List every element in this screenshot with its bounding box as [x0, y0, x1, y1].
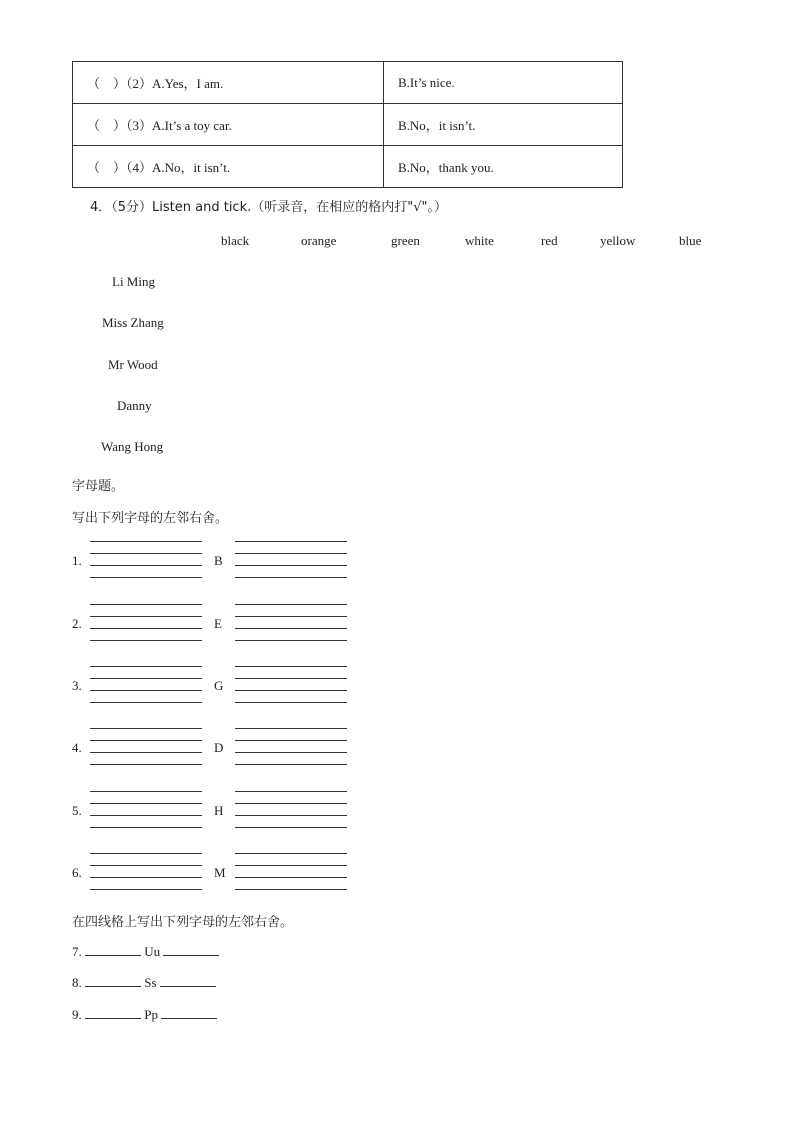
item-number: 6.	[72, 865, 82, 880]
writing-guide-line	[235, 702, 347, 703]
writing-guide-line	[90, 666, 202, 667]
table-cell-question: （ ）（2）A.Yes，I am.	[73, 62, 384, 104]
answer-blank[interactable]	[163, 943, 219, 956]
item-number: 5.	[72, 803, 82, 818]
fourline-instruction: 在四线格上写出下列字母的左邻右舍。	[72, 915, 294, 930]
writing-guide-line	[90, 815, 202, 816]
writing-guide-line	[235, 827, 347, 828]
center-letter: H	[214, 803, 224, 818]
person-name: Mr Wood	[108, 357, 158, 372]
table-row	[73, 104, 623, 146]
writing-guide-line	[235, 853, 347, 854]
letters-heading: 字母题。	[72, 479, 125, 494]
table-cell-option: B.It’s nice.	[384, 62, 623, 104]
writing-guide-line	[235, 815, 347, 816]
answer-blank[interactable]	[161, 1006, 217, 1019]
answer-table	[72, 61, 623, 188]
table-cell-question: （ ）（4）A.No，it isn’t.	[73, 146, 384, 188]
color-label: blue	[679, 233, 702, 248]
writing-guide-line	[235, 877, 347, 878]
person-name: Miss Zhang	[102, 315, 164, 330]
center-letter: G	[214, 678, 224, 693]
writing-guide-line	[90, 803, 202, 804]
answer-blank[interactable]	[160, 974, 216, 987]
writing-guide-line	[90, 628, 202, 629]
center-letter: B	[214, 553, 223, 568]
writing-guide-line	[235, 604, 347, 605]
table-cell-option: B.No，thank you.	[384, 146, 623, 188]
writing-guide-line	[235, 889, 347, 890]
color-label: black	[221, 233, 250, 248]
writing-guide-line	[235, 752, 347, 753]
person-name: Wang Hong	[101, 439, 164, 454]
color-label: orange	[301, 233, 337, 248]
writing-guide-line	[235, 565, 347, 566]
answer-blank[interactable]	[85, 943, 141, 956]
writing-guide-line	[90, 541, 202, 542]
color-label: green	[391, 233, 420, 248]
answer-blank[interactable]	[85, 1006, 141, 1019]
writing-guide-line	[90, 827, 202, 828]
item-letters: Ss	[144, 975, 157, 990]
letters-instruction: 写出下列字母的左邻右舍。	[72, 511, 229, 526]
item-number: 3.	[72, 678, 82, 693]
fill-item	[72, 1006, 217, 1023]
writing-guide-line	[90, 728, 202, 729]
item-number: 7.	[72, 944, 82, 959]
writing-guide-line	[235, 728, 347, 729]
writing-guide-line	[90, 865, 202, 866]
writing-guide-line	[90, 640, 202, 641]
writing-guide-line	[235, 640, 347, 641]
writing-guide-line	[90, 678, 202, 679]
writing-guide-line	[235, 764, 347, 765]
writing-guide-line	[90, 565, 202, 566]
writing-guide-line	[90, 791, 202, 792]
person-name: Danny	[117, 398, 152, 413]
item-number: 9.	[72, 1007, 82, 1022]
center-letter: E	[214, 616, 222, 631]
writing-guide-line	[90, 764, 202, 765]
writing-guide-line	[235, 666, 347, 667]
center-letter: D	[214, 740, 224, 755]
writing-guide-line	[235, 803, 347, 804]
writing-guide-line	[235, 791, 347, 792]
fill-item	[72, 943, 219, 960]
item-letters: Pp	[144, 1007, 158, 1022]
person-name: Li Ming	[112, 274, 155, 289]
color-label: yellow	[600, 233, 636, 248]
item-number: 2.	[72, 616, 82, 631]
writing-guide-line	[90, 616, 202, 617]
table-cell-question: （ ）（3）A.It’s a toy car.	[73, 104, 384, 146]
answer-blank[interactable]	[85, 974, 141, 987]
writing-guide-line	[90, 740, 202, 741]
writing-guide-line	[235, 690, 347, 691]
writing-guide-line	[90, 752, 202, 753]
writing-guide-line	[235, 865, 347, 866]
writing-guide-line	[235, 553, 347, 554]
item-number: 4.	[72, 740, 82, 755]
writing-guide-line	[90, 702, 202, 703]
writing-guide-line	[90, 690, 202, 691]
writing-guide-line	[235, 541, 347, 542]
writing-guide-line	[90, 853, 202, 854]
writing-guide-line	[90, 604, 202, 605]
question-4-title: 4．（5分）Listen and tick.（听录音，在相应的格内打"√"。）	[90, 200, 447, 215]
writing-guide-line	[235, 577, 347, 578]
writing-guide-line	[90, 553, 202, 554]
writing-guide-line	[235, 678, 347, 679]
item-number: 1.	[72, 553, 82, 568]
writing-guide-line	[235, 616, 347, 617]
table-row	[73, 62, 623, 104]
writing-guide-line	[235, 740, 347, 741]
table-row	[73, 146, 623, 188]
table-cell-option: B.No，it isn’t.	[384, 104, 623, 146]
color-label: red	[541, 233, 558, 248]
color-label: white	[465, 233, 494, 248]
writing-guide-line	[90, 577, 202, 578]
writing-guide-line	[90, 889, 202, 890]
center-letter: M	[214, 865, 226, 880]
fill-item	[72, 974, 216, 991]
writing-guide-line	[235, 628, 347, 629]
writing-guide-line	[90, 877, 202, 878]
item-letters: Uu	[144, 944, 161, 959]
item-number: 8.	[72, 975, 82, 990]
